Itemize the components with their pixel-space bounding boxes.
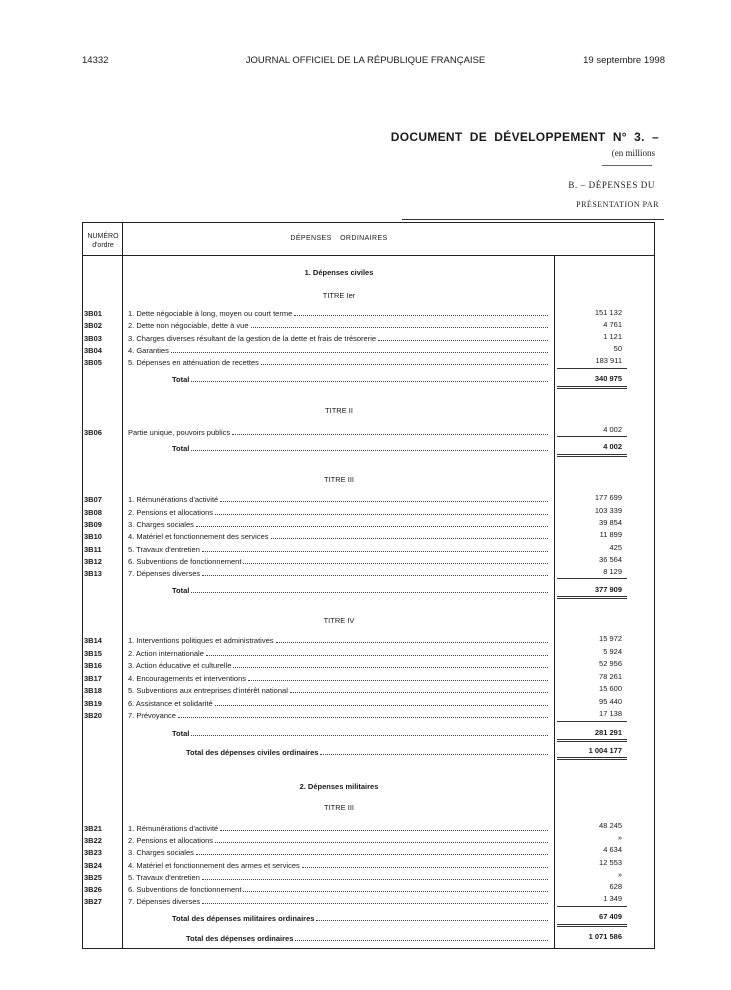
row-code: 3B23 — [84, 848, 102, 857]
row-label-text: 3. Charges sociales — [128, 520, 194, 529]
row-label-text: 7. Dépenses diverses — [128, 569, 201, 578]
row-label — [128, 495, 548, 504]
leader-dots — [233, 661, 548, 668]
row-label-text: 2. Action internationale — [128, 649, 204, 658]
row-code: 3B27 — [84, 897, 102, 906]
row-label-text: 2. Dette non négociable, dette à vue — [128, 321, 249, 330]
row-label — [128, 557, 548, 566]
row-value: » — [617, 870, 622, 879]
row-label — [128, 885, 548, 894]
row-value: 177 699 — [594, 493, 622, 502]
row-code: 3B24 — [84, 861, 102, 870]
leader-dots — [276, 636, 549, 643]
row-value: 48 245 — [599, 821, 622, 830]
leader-dots — [202, 897, 548, 904]
row-label-text: 5. Travaux d'entretien — [128, 873, 200, 882]
row-label-text: 5. Dépenses en atténuation de recettes — [128, 358, 259, 367]
column-divider-code — [122, 222, 123, 948]
leader-dots — [171, 346, 548, 353]
header-rule — [402, 219, 664, 220]
total-titre-1-label — [172, 375, 548, 384]
total-label-text: Total — [172, 444, 190, 453]
row-label — [128, 321, 548, 330]
total-civil-label — [186, 748, 548, 757]
row-label-text: 4. Encouragements et interventions — [128, 674, 246, 683]
leader-dots — [215, 836, 548, 843]
row-label — [128, 508, 548, 517]
row-label-text: 4. Matériel et fonctionnement des armes et services — [128, 861, 300, 870]
total-military-value: 67 409 — [599, 912, 622, 921]
row-code: 3B11 — [84, 545, 102, 554]
row-value: 52 956 — [599, 659, 622, 668]
row-code: 3B26 — [84, 885, 102, 894]
subtotal-rule — [557, 436, 627, 437]
total-rule — [557, 386, 627, 389]
leader-dots — [202, 873, 548, 880]
row-label — [128, 861, 548, 870]
row-label — [128, 699, 548, 708]
row-value: 425 — [609, 543, 622, 552]
row-code: 3B14 — [84, 636, 102, 645]
page-number: 14332 — [82, 55, 109, 66]
total-titre-4-label — [172, 729, 548, 738]
row-value: 151 132 — [594, 308, 622, 317]
row-value: 4 761 — [603, 320, 622, 329]
row-label-text: 5. Subventions aux entreprises d'intérêt national — [128, 686, 288, 695]
row-value: 1 349 — [603, 894, 622, 903]
leader-dots — [202, 545, 548, 552]
leader-dots — [191, 729, 548, 736]
leader-dots — [196, 520, 548, 527]
row-label-text: 3. Charges sociales — [128, 848, 194, 857]
row-code: 3B01 — [84, 309, 102, 318]
column-header-expenses-word1: DÉPENSES — [290, 235, 332, 242]
row-label-text: 1. Interventions politiques et administratives — [128, 636, 274, 645]
total-titre-2-value: 4 002 — [603, 442, 622, 451]
leader-dots — [202, 569, 548, 576]
column-header-number-line1: NUMÉRO — [87, 233, 119, 240]
row-code: 3B19 — [84, 699, 102, 708]
row-label-text: 7. Dépenses diverses — [128, 897, 201, 906]
document-title: DOCUMENT DE DÉVELOPPEMENT N° 3. – — [390, 130, 659, 144]
total-rule — [557, 757, 627, 760]
row-label — [128, 532, 548, 541]
total-titre-3-label — [172, 586, 548, 595]
row-label — [128, 686, 548, 695]
row-label — [128, 636, 548, 645]
leader-dots — [294, 309, 548, 316]
presentation-title: PRÉSENTATION PAR — [576, 200, 659, 209]
total-civil-text: Total des dépenses civiles ordinaires — [186, 748, 319, 757]
leader-dots — [191, 586, 548, 593]
row-value: 95 440 — [599, 697, 622, 706]
total-rule — [557, 924, 627, 927]
row-value: 4 002 — [603, 425, 622, 434]
row-code: 3B12 — [84, 557, 102, 566]
row-label-text: 3. Charges diverses résultant de la gestion de la dette et frais de trésorerie — [128, 334, 377, 343]
leader-dots — [232, 428, 548, 435]
total-titre-4-value: 281 291 — [594, 728, 622, 737]
row-label-text: 1. Dette négociable à long, moyen ou court terme — [128, 309, 293, 318]
leader-dots — [261, 358, 548, 365]
leader-dots — [290, 686, 548, 693]
row-value: 15 600 — [599, 684, 622, 693]
unit-underline — [602, 165, 652, 166]
section-military-heading: 2. Dépenses militaires — [299, 782, 379, 791]
row-code: 3B21 — [84, 824, 102, 833]
subtotal-rule — [557, 368, 627, 369]
table-header-rule — [82, 255, 654, 256]
leader-dots — [295, 934, 548, 941]
row-value: 5 924 — [603, 647, 622, 656]
row-label — [128, 334, 548, 343]
row-value: 1 121 — [603, 332, 622, 341]
row-value: 36 564 — [599, 555, 622, 564]
row-label — [128, 649, 548, 658]
total-titre-3-value: 377 909 — [594, 585, 622, 594]
row-code: 3B13 — [84, 569, 102, 578]
leader-dots — [196, 848, 548, 855]
leader-dots — [206, 649, 548, 656]
row-label-text: 1. Rémunérations d'activité — [128, 495, 219, 504]
leader-dots — [178, 711, 548, 718]
row-code: 3B20 — [84, 711, 102, 720]
row-value: 628 — [609, 882, 622, 891]
leader-dots — [320, 748, 548, 755]
leader-dots — [378, 334, 548, 341]
total-titre-1-value: 340 975 — [594, 374, 622, 383]
row-label-text: 6. Subventions de fonctionnement — [128, 557, 242, 566]
leader-dots — [302, 861, 548, 868]
section-civil-heading: 1. Dépenses civiles — [304, 268, 374, 277]
row-label-text: 3. Action éducative et culturelle — [128, 661, 232, 670]
row-label-text: Partie unique, pouvoirs publics — [128, 428, 231, 437]
titre-3-military-heading: TITRE III — [324, 803, 354, 812]
leader-dots — [220, 495, 548, 502]
leader-dots — [191, 444, 548, 451]
row-code: 3B22 — [84, 836, 102, 845]
section-title: B. – DÉPENSES DU — [568, 180, 655, 190]
total-label-text: Total — [172, 375, 190, 384]
row-label — [128, 824, 548, 833]
row-code: 3B25 — [84, 873, 102, 882]
unit-note: (en millions — [611, 148, 655, 158]
total-ordinary-label — [186, 934, 548, 943]
row-value: 183 911 — [595, 356, 622, 365]
row-code: 3B08 — [84, 508, 102, 517]
row-label — [128, 545, 548, 554]
row-label-text: 6. Subventions de fonctionnement — [128, 885, 242, 894]
subtotal-rule — [557, 578, 627, 579]
row-value: » — [617, 833, 622, 842]
row-code: 3B10 — [84, 532, 102, 541]
row-label-text: 4. Matériel et fonctionnement des services — [128, 532, 269, 541]
journal-title: JOURNAL OFFICIEL DE LA RÉPUBLIQUE FRANÇAISE — [245, 55, 486, 66]
row-value: 4 634 — [603, 845, 622, 854]
titre-4-heading: TITRE IV — [323, 616, 355, 625]
row-code: 3B03 — [84, 334, 102, 343]
leader-dots — [243, 885, 548, 892]
total-label-text: Total — [172, 586, 190, 595]
leader-dots — [215, 699, 548, 706]
subtotal-rule — [557, 906, 627, 907]
row-label-text: 1. Rémunérations d'activité — [128, 824, 219, 833]
row-code: 3B05 — [84, 358, 102, 367]
column-divider-amount — [554, 255, 555, 948]
row-value: 8 129 — [603, 567, 622, 576]
total-rule — [557, 739, 627, 742]
total-ordinary-value: 1 071 586 — [588, 932, 622, 941]
total-ordinary-text: Total des dépenses ordinaires — [186, 934, 294, 943]
leader-dots — [243, 557, 548, 564]
titre-3-heading: TITRE III — [324, 475, 354, 484]
row-value: 50 — [613, 344, 622, 353]
leader-dots — [215, 508, 548, 515]
row-label-text: 7. Prévoyance — [128, 711, 176, 720]
row-label — [128, 836, 548, 845]
subtotal-rule — [557, 721, 627, 722]
row-value: 11 899 — [599, 530, 622, 539]
row-code: 3B04 — [84, 346, 102, 355]
row-code: 3B16 — [84, 661, 102, 670]
row-label — [128, 346, 548, 355]
total-rule — [557, 596, 627, 599]
row-value: 39 854 — [599, 518, 622, 527]
column-header-expenses — [124, 235, 554, 242]
titre-2-heading: TITRE II — [325, 406, 353, 415]
row-code: 3B09 — [84, 520, 102, 529]
row-label — [128, 661, 548, 670]
row-label — [128, 711, 548, 720]
row-label — [128, 309, 548, 318]
row-label — [128, 569, 548, 578]
row-label — [128, 520, 548, 529]
leader-dots — [191, 375, 548, 382]
row-code: 3B06 — [84, 428, 102, 437]
row-value: 17 138 — [599, 709, 622, 718]
row-label-text: 5. Travaux d'entretien — [128, 545, 200, 554]
row-value: 78 261 — [599, 672, 622, 681]
total-civil-value: 1 004 177 — [588, 746, 622, 755]
row-value: 12 553 — [599, 858, 622, 867]
leader-dots — [220, 824, 548, 831]
row-label — [128, 848, 548, 857]
row-code: 3B18 — [84, 686, 102, 695]
row-code: 3B02 — [84, 321, 102, 330]
row-label — [128, 873, 548, 882]
row-value: 15 972 — [599, 634, 622, 643]
leader-dots — [251, 321, 548, 328]
row-code: 3B15 — [84, 649, 102, 658]
row-label-text: 2. Pensions et allocations — [128, 508, 214, 517]
leader-dots — [248, 674, 548, 681]
total-label-text: Total — [172, 729, 190, 738]
publication-date: 19 septembre 1998 — [583, 55, 665, 66]
leader-dots — [271, 532, 549, 539]
column-header-number-line2: d'ordre — [92, 242, 114, 249]
row-label — [128, 674, 548, 683]
total-military-label — [172, 914, 548, 923]
row-label-text: 2. Pensions et allocations — [128, 836, 214, 845]
row-label — [128, 428, 548, 437]
column-header-number — [83, 232, 123, 250]
row-label-text: 6. Assistance et solidarité — [128, 699, 213, 708]
total-titre-2-label — [172, 444, 548, 453]
leader-dots — [316, 914, 548, 921]
titre-1-heading: TITRE Ier — [322, 291, 356, 300]
row-code: 3B07 — [84, 495, 102, 504]
row-label-text: 4. Garanties — [128, 346, 169, 355]
row-code: 3B17 — [84, 674, 102, 683]
total-rule — [557, 454, 627, 457]
row-label — [128, 897, 548, 906]
total-military-text: Total des dépenses militaires ordinaires — [172, 914, 315, 923]
row-value: 103 339 — [594, 506, 622, 515]
column-header-expenses-word2: ORDINAIRES — [340, 235, 388, 242]
row-label — [128, 358, 548, 367]
